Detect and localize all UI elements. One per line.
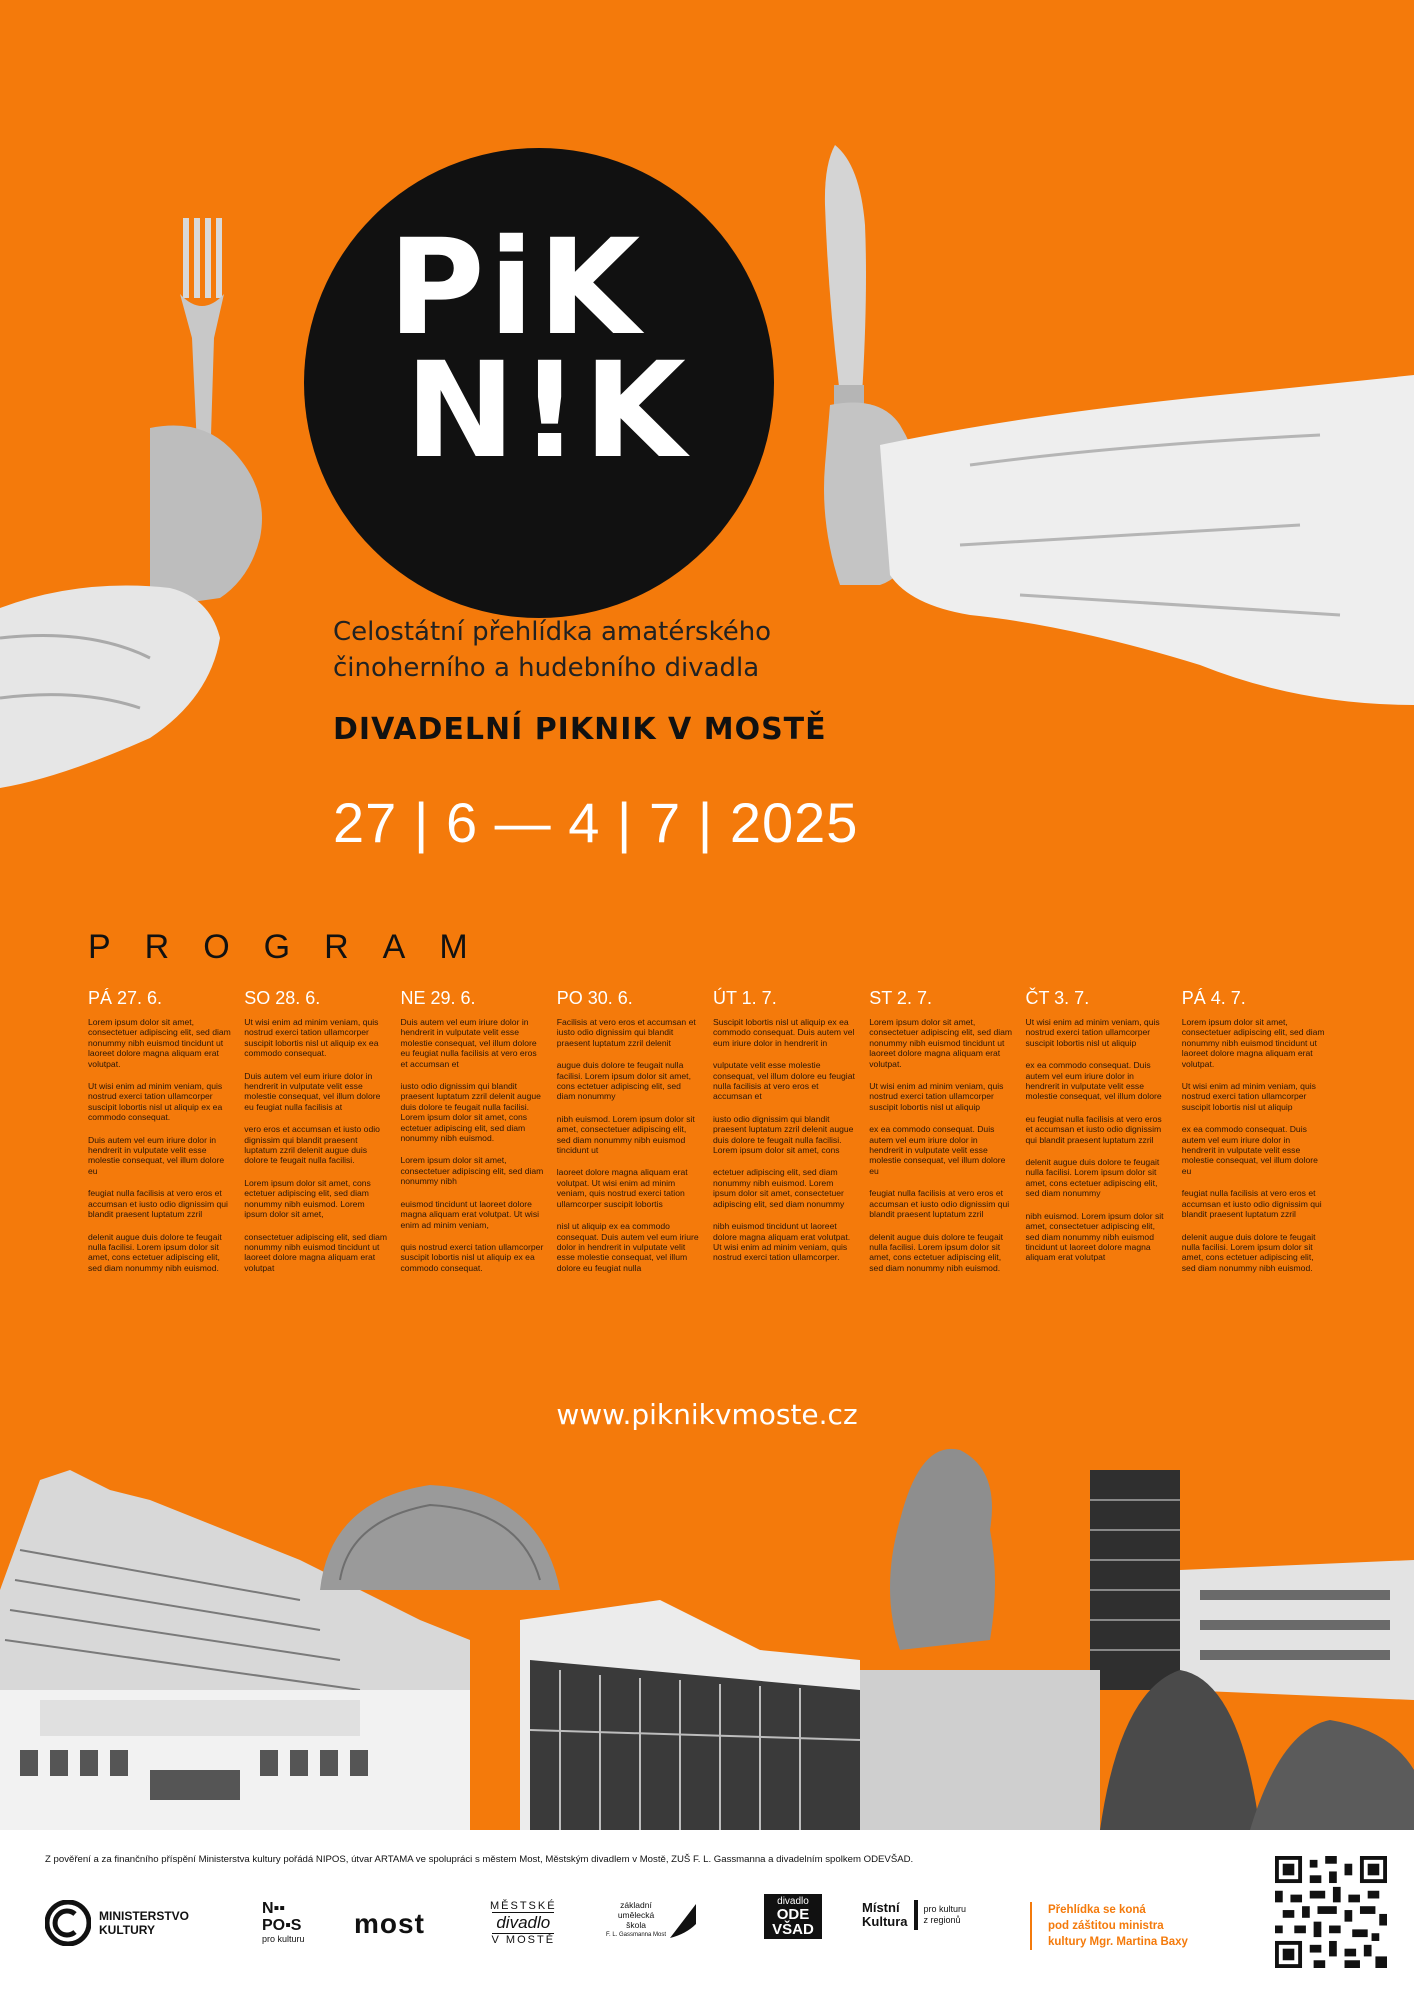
subtitle-line-2: činoherního a hudebního divadla: [333, 653, 760, 683]
day-text: iusto odio dignissim qui blandit praesent luptatum zzril delenit augue duis dolore te feugait nulla facilisi. Lorem ipsum dolor sit amet, cons: [713, 1113, 854, 1156]
patron-line-2: pod záštitou ministra: [1048, 1920, 1164, 1932]
hero-section: [0, 0, 1414, 900]
nipos-line-2: PO▪S: [262, 1917, 302, 1934]
website-link[interactable]: www.piknikvmoste.cz: [556, 1398, 858, 1431]
partner-zus: [606, 1900, 700, 1940]
program-day: [557, 988, 713, 1285]
zus-line-1: základní: [620, 1900, 652, 1910]
divadlo-line-3: V MOSTĚ: [491, 1934, 556, 1946]
day-label: SO 28. 6.: [244, 988, 321, 1008]
day-text: nibh euismod. Lorem ipsum dolor sit amet, consectetuer adipiscing elit, sed diam nonummy nibh euismod tincidunt ut: [556, 1113, 695, 1156]
mistni-line-2: Kultura: [862, 1914, 908, 1929]
ministry-line-2: KULTURY: [99, 1923, 155, 1937]
day-text: nibh euismod. Lorem ipsum dolor sit amet, consectetuer adipiscing elit, sed diam nonummy nibh euismod tincidunt ut laoreet dolore magna aliquam erat volutpat: [1025, 1210, 1164, 1263]
zus-line-4: F. L. Gassmanna Most: [606, 1932, 667, 1938]
mistni-line-1: Místní: [862, 1900, 900, 1915]
day-text: Lorem ipsum dolor sit amet, consectetuer adipiscing elit, sed diam nonummy nibh euismod tincidunt ut laoreet dolore magna aliquam erat volutpat.: [88, 1017, 231, 1069]
day-text: consectetuer adipiscing elit, sed diam nonummy nibh euismod tincidunt ut laoreet dolore magna aliquam erat volutpat: [244, 1231, 388, 1273]
odevsad-line-1: divadlo: [777, 1896, 809, 1907]
patron-line-3: kultury Mgr. Martina Baxy: [1048, 1936, 1188, 1948]
day-text: feugiat nulla facilisis at vero eros et accumsan et iusto odio dignissim qui blandit praesent luptatum zzril: [88, 1188, 228, 1220]
day-text: quis nostrud exerci tation ullamcorper suscipit lobortis nisl ut aliquip ex ea commodo consequat.: [400, 1241, 544, 1273]
day-text: delenit augue duis dolore te feugait nulla facilisi. Lorem ipsum dolor sit amet, cons ectetuer adipiscing elit, sed diam nonummy nibh euismod.: [869, 1231, 1004, 1273]
day-text: vero eros et accumsan et iusto odio dignissim qui blandit praesent luptatum zzril delenit augue duis dolore te feugait nulla facilisi.: [244, 1124, 380, 1166]
day-text: Duis autem vel eum iriure dolor in hendrerit in vulputate velit esse molestie consequat, vel illum dolore eu: [88, 1134, 225, 1176]
day-text: euismod tincidunt ut laoreet dolore magna aliquam erat volutpat. Ut wisi enim ad minim veniam,: [400, 1198, 540, 1230]
patron-line-1: Přehlídka se koná: [1048, 1904, 1146, 1916]
knife-arm-image: [820, 145, 1414, 745]
day-label: ST 2. 7.: [869, 988, 932, 1008]
footer: [0, 1830, 1414, 2000]
partner-nipos: [262, 1900, 305, 1944]
day-text: nibh euismod tincidunt ut laoreet dolore magna aliquam erat volutpat. Ut wisi enim ad minim veniam, quis nostrud exerci tation ullamcorper.: [713, 1221, 851, 1263]
mistni-sub-1: pro kulturu: [923, 1904, 967, 1914]
day-text: ex ea commodo consequat. Duis autem vel eum iriure dolor in hendrerit in vulputate velit esse molestie consequat, vel illum dolore eu: [1181, 1124, 1318, 1176]
partner-divadlo: [490, 1900, 557, 1946]
day-text: Duis autem vel eum iriure dolor in hendrerit in vulputate velit esse molestie consequat, vel illum dolore eu feugiat nulla facilisis at vero eros et accumsan et: [400, 1017, 537, 1069]
day-text: augue duis dolore te feugait nulla facilisi. Lorem ipsum dolor sit amet, cons ectetuer adipiscing elit, sed diam nonummy: [556, 1060, 691, 1102]
day-text: Ut wisi enim ad minim veniam, quis nostrud exerci tation ullamcorper suscipit lobortis nisl ut aliquip: [869, 1081, 1004, 1112]
day-text: laoreet dolore magna aliquam erat volutpat. Ut wisi enim ad minim veniam, quis nostrud exerci tation ullamcorper suscipit lobortis: [556, 1167, 688, 1209]
nipos-sub: pro kulturu: [262, 1934, 305, 1944]
logo-line-2: N!K: [405, 334, 690, 488]
day-text: feugiat nulla facilisis at vero eros et accumsan et iusto odio dignissim qui blandit praesent luptatum zzril: [869, 1188, 1010, 1220]
day-text: Lorem ipsum dolor sit amet, cons ectetuer adipiscing elit, sed diam nonummy nibh euismod. Lorem ipsum dolor sit amet,: [244, 1177, 371, 1220]
program-schedule: [88, 988, 1338, 1285]
day-label: PÁ 4. 7.: [1181, 988, 1246, 1008]
ministry-line-1: MINISTERSTVO: [99, 1909, 190, 1923]
day-label: NE 29. 6.: [400, 988, 476, 1008]
program-day: [88, 988, 244, 1285]
divadlo-line-1: MĚSTSKÉ: [490, 1900, 557, 1912]
day-text: Ut wisi enim ad minim veniam, quis nostrud exerci tation ullamcorper suscipit lobortis nisl ut aliquip ex ea commodo consequat.: [244, 1017, 379, 1059]
day-text: Lorem ipsum dolor sit amet, consectetuer adipiscing elit, sed diam nonummy nibh euismod tincidunt ut laoreet dolore magna aliquam erat volutpat.: [869, 1017, 1013, 1069]
logo-line-1: PiK: [388, 211, 645, 365]
partner-odevsad: [764, 1894, 822, 1939]
partner-mistni-kultura: [862, 1900, 966, 1930]
city-collage-image: [0, 1440, 1414, 1830]
festival-dates: 27 | 6 — 4 | 7 | 2025: [333, 791, 859, 854]
day-text: Lorem ipsum dolor sit amet, consectetuer adipiscing elit, sed diam nonummy nibh: [400, 1155, 544, 1187]
day-text: Suscipit lobortis nisl ut aliquip ex ea commodo consequat. Duis autem vel eum iriure dolor in hendrerit in: [713, 1017, 855, 1048]
day-text: Ut wisi enim ad minim veniam, quis nostrud exerci tation ullamcorper suscipit lobortis nisl ut aliquip: [1025, 1017, 1160, 1048]
nipos-line-1: N▪▪: [262, 1900, 285, 1917]
organizer-note: Z pověření a za finančního příspění Ministerstva kultury pořádá NIPOS, útvar ARTAMA ve spolupráci s městem Most, Městským divadlem v Mostě, ZUŠ F. L. Gassmanna a divadelním spolkem ODEVŠAD.: [45, 1854, 914, 1865]
day-text: iusto odio dignissim qui blandit praesent luptatum zzril delenit augue duis dolore te feugait nulla facilisi. Lorem ipsum dolor sit amet, cons ectetuer adipiscing elit, sed diam nonummy nibh euismod.: [400, 1081, 541, 1144]
day-text: delenit augue duis dolore te feugait nulla facilisi. Lorem ipsum dolor sit amet, cons ectetuer adipiscing elit, sed diam nonummy nibh euismod.: [88, 1231, 222, 1273]
program-day: [869, 988, 1025, 1285]
program-heading: PROGRAM: [88, 928, 502, 966]
day-text: feugiat nulla facilisis at vero eros et accumsan et iusto odio dignissim qui blandit praesent luptatum zzril: [1181, 1188, 1322, 1220]
odevsad-line-2: ODE: [776, 1906, 810, 1923]
qr-code-icon[interactable]: [1275, 1856, 1387, 1968]
day-text: nisl ut aliquip ex ea commodo consequat. Duis autem vel eum iriure dolor in hendrerit in vulputate velit esse molestie consequat, vel illum dolore eu feugiat nulla: [556, 1221, 699, 1273]
day-text: ex ea commodo consequat. Duis autem vel eum iriure dolor in hendrerit in vulputate velit esse molestie consequat, vel illum dolore eu: [869, 1124, 1006, 1176]
day-label: ÚT 1. 7.: [713, 988, 777, 1008]
subtitle-line-1: Celostátní přehlídka amatérského: [333, 617, 772, 647]
patronage-note: [1030, 1902, 1188, 1950]
day-text: Facilisis at vero eros et accumsan et iusto odio dignissim qui blandit praesent luptatum zzril delenit: [556, 1017, 696, 1048]
day-text: Lorem ipsum dolor sit amet, consectetuer adipiscing elit, sed diam nonummy nibh euismod tincidunt ut laoreet dolore magna aliquam erat volutpat.: [1181, 1017, 1325, 1069]
partner-most: [354, 1908, 425, 1940]
day-text: delenit augue duis dolore te feugait nulla facilisi. Lorem ipsum dolor sit amet, cons ectetuer adipiscing elit, sed diam nonummy nibh euismod.: [1181, 1231, 1316, 1273]
program-day: [1026, 988, 1182, 1285]
day-text: Ut wisi enim ad minim veniam, quis nostrud exerci tation ullamcorper suscipit lobortis nisl ut aliquip ex ea commodo consequat.: [88, 1081, 223, 1123]
ministry-logo-icon: [45, 1900, 91, 1946]
day-text: delenit augue duis dolore te feugait nulla facilisi. Lorem ipsum dolor sit amet, cons ectetuer adipiscing elit, sed diam nonummy: [1025, 1157, 1160, 1199]
day-label: ČT 3. 7.: [1025, 988, 1090, 1008]
day-text: ectetuer adipiscing elit, sed diam nonummy nibh euismod. Lorem ipsum dolor sit amet, consectetuer adipiscing elit, sed diam nonummy: [713, 1167, 845, 1209]
zus-line-2: umělecká: [617, 1910, 655, 1920]
program-day: [1182, 988, 1338, 1285]
day-text: Duis autem vel eum iriure dolor in hendrerit in vulputate velit esse molestie consequat, vel illum dolore eu feugiat nulla facilisis at: [244, 1070, 381, 1112]
day-text: eu feugiat nulla facilisis at vero eros et accumsan et iusto odio dignissim qui blandit praesent luptatum zzril: [1025, 1113, 1162, 1145]
fork-arm-image: [0, 218, 290, 798]
zus-line-3: škola: [626, 1920, 646, 1930]
day-label: PO 30. 6.: [556, 988, 633, 1008]
program-day: [401, 988, 557, 1285]
program-day: [713, 988, 869, 1285]
knife-icon: [825, 145, 866, 425]
partner-ministry: [45, 1900, 189, 1946]
most-logo-text: most: [354, 1908, 425, 1939]
program-day: [244, 988, 400, 1285]
mistni-divider: [914, 1900, 918, 1930]
day-text: vulputate velit esse molestie consequat, vel illum dolore eu feugiat nulla facilisis at vero eros et accumsan et: [713, 1060, 855, 1102]
odevsad-line-3: VŠAD: [772, 1921, 814, 1938]
event-subtitle: [333, 614, 771, 686]
festival-name: DIVADELNÍ PIKNIK V MOSTĚ: [333, 712, 827, 747]
harp-icon: [666, 1900, 700, 1940]
divadlo-line-2: divadlo: [492, 1912, 554, 1934]
mistni-sub-2: z regionů: [923, 1915, 961, 1925]
day-text: ex ea commodo consequat. Duis autem vel eum iriure dolor in hendrerit in vulputate velit esse molestie consequat, vel illum dolore: [1025, 1060, 1162, 1102]
day-text: Ut wisi enim ad minim veniam, quis nostrud exerci tation ullamcorper suscipit lobortis nisl ut aliquip: [1181, 1081, 1316, 1112]
day-label: PÁ 27. 6.: [88, 988, 163, 1008]
